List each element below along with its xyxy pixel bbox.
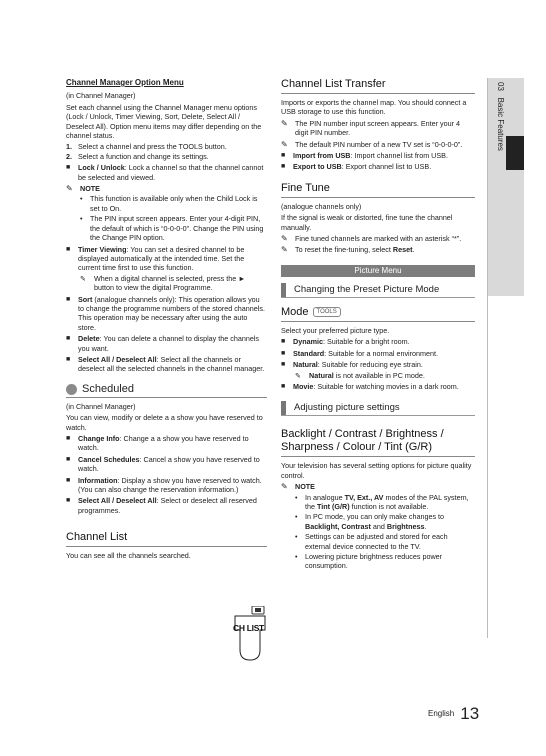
note-icon: ✎	[281, 139, 288, 149]
natural-item: ■ Natural: Suitable for reducing eye strain.	[281, 360, 423, 370]
selectall-item: ■ Select All / Deselect All: Select all the channels or deselect all the selected channels in the channel manager.	[66, 354, 265, 374]
tools-badge: TOOLS	[313, 307, 341, 317]
ch-list-label: CH LIST	[233, 623, 264, 633]
movie-item: ■ Movie: Suitable for watching movies in a dark room.	[281, 381, 459, 391]
chapter-label: 03 Basic Features	[496, 82, 505, 151]
clt-intro: Imports or exports the channel map. You should connect a USB storage to use this function.	[281, 98, 467, 117]
sort-item: ■ Sort (analogue channels only): This operation allows you to change the programme numbers of the stored channels. This operation may be necessary after using the auto store.	[66, 294, 265, 332]
import-item: ■ Import from USB: Import channel list from USB.	[281, 151, 448, 161]
timer-note: ✎ When a digital channel is selected, press the ► button to view the digital Programme.	[80, 273, 246, 293]
note-icon: ✎	[281, 234, 288, 244]
backlight-intro: Your television has several setting options for picture quality control.	[281, 461, 472, 480]
bl-note-4: • Lowering picture brightness reduces power consumption.	[295, 551, 443, 571]
fine-tune-heading: Fine Tune	[281, 182, 475, 198]
bullet-circle-icon	[66, 384, 77, 395]
chapter-tab	[488, 78, 524, 296]
channel-list-text: You can see all the channels searched.	[66, 551, 191, 561]
ft-note-2: ✎ To reset the fine-tuning, select Reset.	[281, 245, 415, 255]
delete-item: ■ Delete: You can delete a channel to display the channels you want.	[66, 334, 260, 353]
mode-intro: Select your preferred picture type.	[281, 325, 390, 335]
backlight-heading: Backlight / Contrast / Brightness / Sharpness / Colour / Tint (G/R)	[281, 428, 475, 457]
note-header: ✎ NOTE	[66, 184, 100, 194]
ch-list-remote-icon	[232, 606, 268, 667]
clt-note-1: ✎ The PIN number input screen appears. Enter your 4 digit PIN number.	[281, 118, 461, 138]
bl-note-1: • In analogue TV, Ext., AV modes of the PAL system, the Tint (G/R) function is not available.	[295, 492, 469, 511]
information-item: ■ Information: Display a show you have reserved to watch. (You can also change the reservation information.)	[66, 475, 262, 495]
export-item: ■ Export to USB: Export channel list to USB.	[281, 162, 432, 172]
bl-note-2: • In PC mode, you can only make changes to Backlight, Contrast and Brightness.	[295, 512, 445, 531]
channel-list-heading: Channel List	[66, 531, 267, 547]
note-icon: ✎	[295, 370, 302, 380]
right-column	[281, 78, 475, 571]
lock-note-2: • The PIN input screen appears. Enter your 4-digit PIN, the default of which is “0-0-0-0”. Change the PIN using the Change PIN option.	[80, 214, 264, 243]
note-icon: ✎	[281, 245, 288, 255]
clt-note-2: ✎ The default PIN number of a new TV set is “0-0-0-0”.	[281, 139, 463, 149]
note-icon: ✎	[80, 273, 87, 283]
scheduled-heading: Scheduled	[66, 384, 267, 398]
picture-menu-bar: Picture Menu	[281, 265, 475, 277]
step-2: 2. Select a function and change its settings.	[66, 151, 209, 161]
bl-note-3: • Settings can be adjusted and stored for each external device connected to the TV.	[295, 532, 448, 551]
note-icon: ✎	[281, 482, 288, 492]
page-number: 13	[460, 704, 480, 723]
note-icon: ✎	[281, 118, 288, 128]
cancel-item: ■ Cancel Schedules: Cancel a show you have reserved to watch.	[66, 454, 260, 474]
chapter-marker	[506, 136, 524, 170]
sch-context: (in Channel Manager)	[66, 401, 136, 411]
timer-item: ■ Timer Viewing: You can set a desired channel to be displayed automatically at the intended time. Set the current time first to use this function.	[66, 244, 245, 273]
left-column	[66, 78, 267, 563]
lock-note-1: • This function is available only when the Child Lock is set to On.	[80, 194, 258, 213]
cmo-title: Channel Manager Option Menu	[66, 78, 184, 87]
change-info-item: ■ Change Info: Change a a show you have reserved to watch.	[66, 434, 249, 453]
natural-note: ✎ Natural is not available in PC mode.	[295, 370, 425, 380]
note-icon: ✎	[66, 184, 73, 194]
cmo-context: (in Channel Manager)	[66, 91, 136, 101]
mode-heading: Mode TOOLS	[281, 306, 475, 322]
ft-context: (analogue channels only)	[281, 201, 362, 211]
bl-note-header: ✎ NOTE	[281, 482, 315, 492]
adjust-subheading: Adjusting picture settings	[281, 401, 475, 416]
ft-note-1: ✎ Fine tuned channels are marked with an asterisk “*”.	[281, 234, 462, 244]
cmo-intro: Set each channel using the Channel Manager menu options (Lock / Unlock, Timer Viewing, Sort, Delete, Select All / Deselect All). Option menu items may differ depending on the channel status.	[66, 102, 262, 141]
standard-item: ■ Standard: Suitable for a normal environment.	[281, 348, 439, 358]
step-1: 1. Select a channel and press the TOOLS button.	[66, 142, 227, 152]
ft-intro: If the signal is weak or distorted, fine tune the channel manually.	[281, 213, 453, 232]
sch-intro: You can view, modify or delete a a show you have reserved to watch.	[66, 413, 263, 432]
select-deselect-item: ■ Select All / Deselect All: Select or deselect all reserved programmes.	[66, 496, 257, 515]
dynamic-item: ■ Dynamic: Suitable for a bright room.	[281, 337, 410, 347]
clt-heading: Channel List Transfer	[281, 78, 475, 94]
page-footer: English 13	[428, 704, 480, 723]
preset-subheading: Changing the Preset Picture Mode	[281, 283, 475, 298]
lock-item: ■ Lock / Unlock: Lock a channel so that the channel cannot be selected and viewed.	[66, 163, 264, 182]
